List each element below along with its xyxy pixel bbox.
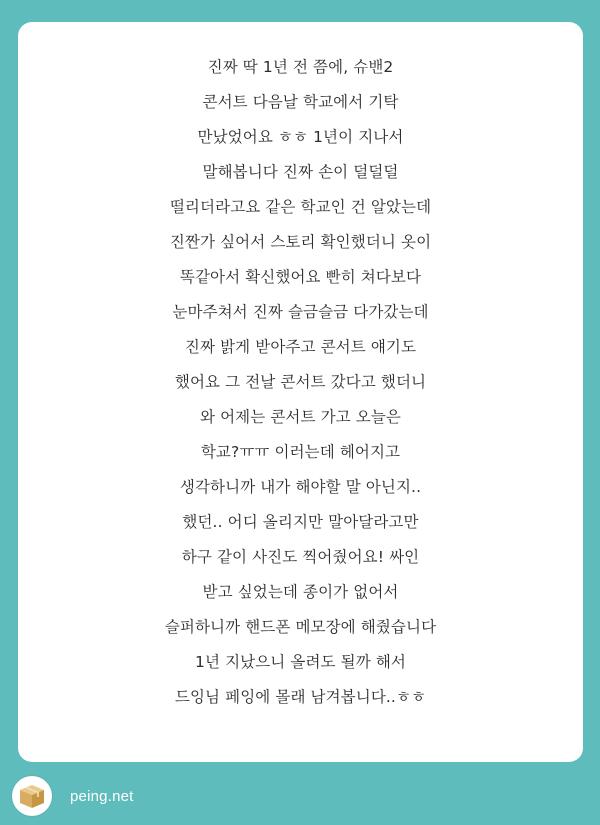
message-line: 1년 지났으니 올려도 될까 해서: [195, 653, 406, 671]
message-line: 받고 싶었는데 종이가 없어서: [202, 583, 399, 601]
message-line: 만났었어요 ㅎㅎ 1년이 지나서: [197, 128, 404, 146]
message-text: [18, 50, 583, 715]
message-line: 생각하니까 내가 해야할 말 아닌지..: [179, 478, 422, 496]
brand-link[interactable]: peing.net: [70, 787, 134, 805]
message-line: 했어요 그 전날 콘서트 갔다고 했더니: [174, 373, 427, 391]
message-line: 드잉님 페잉에 몰래 남겨봅니다..ㅎㅎ: [174, 688, 427, 706]
footer: [12, 775, 134, 817]
message-card: [18, 22, 583, 762]
message-line: 진짠가 싶어서 스토리 확인했더니 옷이: [169, 233, 432, 251]
message-line: 말해봅니다 진짜 손이 덜덜덜: [202, 163, 399, 181]
message-line: 눈마주쳐서 진짜 슬금슬금 다가갔는데: [172, 303, 429, 321]
message-line: 와 어제는 콘서트 가고 오늘은: [200, 408, 401, 426]
message-line: 콘서트 다음날 학교에서 기탁: [202, 93, 399, 111]
message-line: 진짜 딱 1년 전 쯤에, 슈밴2: [207, 58, 394, 76]
message-line: 했던.. 어디 올리지만 말아달라고만: [182, 513, 419, 531]
message-line: 진짜 밝게 받아주고 콘서트 얘기도: [184, 338, 417, 356]
message-line: 학교?ㅠㅠ 이러는데 헤어지고: [200, 443, 401, 461]
message-line: 똑같아서 확신했어요 빤히 쳐다보다: [179, 268, 422, 286]
cardboard-box-icon[interactable]: [12, 776, 52, 816]
message-line: 슬퍼하니까 핸드폰 메모장에 해줬습니다: [164, 618, 437, 636]
message-line: 하구 같이 사진도 찍어줬어요! 싸인: [181, 548, 420, 566]
message-line: 떨리더라고요 같은 학교인 건 알았는데: [169, 198, 432, 216]
